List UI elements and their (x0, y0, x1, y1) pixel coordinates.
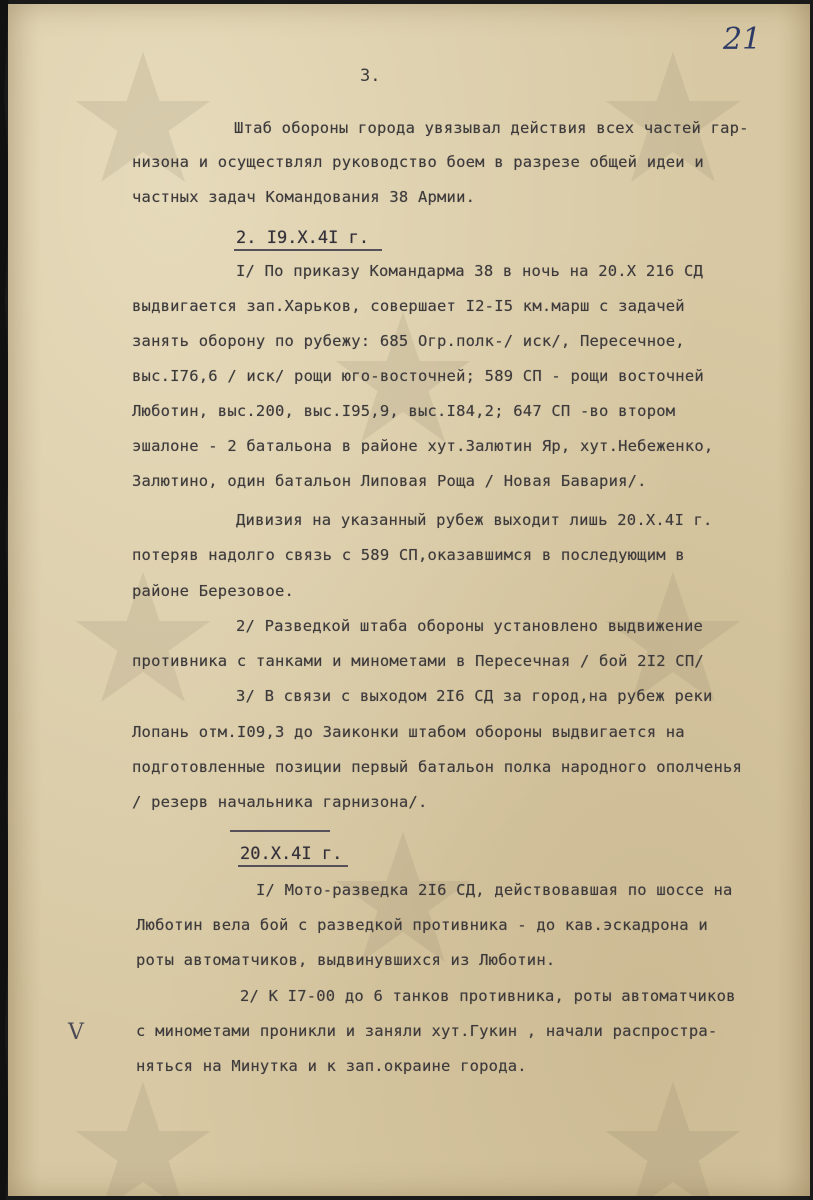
date-heading-underline (234, 249, 382, 251)
margin-check-mark: V (68, 1020, 84, 1045)
watermark-star-icon (68, 1074, 218, 1196)
text-line: противника с танками и минометами в Пересечная / бой 2I2 СП/ (132, 652, 704, 670)
watermark-star-icon (68, 44, 218, 194)
text-line: няться на Минутка и к зап.окраине города. (136, 1057, 527, 1075)
text-line: Залютино, один батальон Липовая Роща / Новая Бавария/. (132, 472, 647, 490)
text-line: выдвигается зап.Харьков, совершает I2-I5 км.марш с задачей (132, 297, 685, 315)
text-line: районе Березовое. (132, 582, 295, 600)
text-line: 2/ Разведкой штаба обороны установлено выдвижение (236, 617, 704, 635)
text-line: эшалоне - 2 батальона в районе хут.Залютин Яр, хут.Небеженко, (132, 437, 714, 455)
text-line: с минометами проникли и заняли хут.Гукин , начали распростра- (136, 1022, 718, 1040)
date-heading-underline (238, 865, 348, 867)
document-page (8, 4, 810, 1196)
text-line: Люботин вела бой с разведкой противника - до кав.эскадрона и (136, 916, 708, 934)
text-line: / резерв начальника гарнизона/. (132, 793, 428, 811)
text-line: занять оборону по рубежу: 685 Огр.полк-/ иск/, Пересечное, (132, 332, 685, 350)
text-line: частных задач Командования 38 Армии. (132, 188, 476, 206)
date-heading-overline (230, 830, 330, 832)
text-line: низона и осуществлял руководство боем в разрезе общей идеи и (132, 153, 704, 171)
text-line: потеряв надолго связь с 589 СП,оказавшимся в последующим в (132, 546, 685, 564)
text-line: I/ По приказу Командарма 38 в ночь на 20.X 216 СД (236, 262, 704, 280)
text-line: Штаб обороны города увязывал действия всех частей гар- (234, 119, 749, 137)
text-line: Дивизия на указанный рубеж выходит лишь 20.X.4I г. (236, 511, 713, 529)
text-line: 2/ К I7-00 до 6 танков противника, роты автоматчиков (240, 987, 736, 1005)
date-heading: 2. I9.X.4I г. (236, 228, 370, 248)
text-line: роты автоматчиков, выдвинувшихся из Люботин. (136, 951, 556, 969)
text-line: I/ Мото-разведка 2I6 СД, действовавшая по шоссе на (256, 881, 733, 899)
text-line: Лопань отм.I09,3 до Заиконки штабом обороны выдвигается на (132, 723, 685, 741)
text-line: подготовленные позиции первый батальон полка народного ополченья (132, 758, 743, 776)
text-line: 3/ В связи с выходом 2I6 СД за город,на рубеж реки (236, 687, 713, 705)
text-line: выс.I76,6 / иск/ рощи юго-восточней; 589 СП - рощи восточней (132, 367, 704, 385)
text-line: Люботин, выс.200, выс.I95,9, выс.I84,2; 647 СП -во втором (132, 402, 676, 420)
page-number: 3. (360, 66, 381, 86)
watermark-star-icon (598, 1074, 748, 1196)
date-heading: 20.X.4I г. (240, 844, 343, 864)
archive-folio-number: 21 (723, 22, 762, 57)
